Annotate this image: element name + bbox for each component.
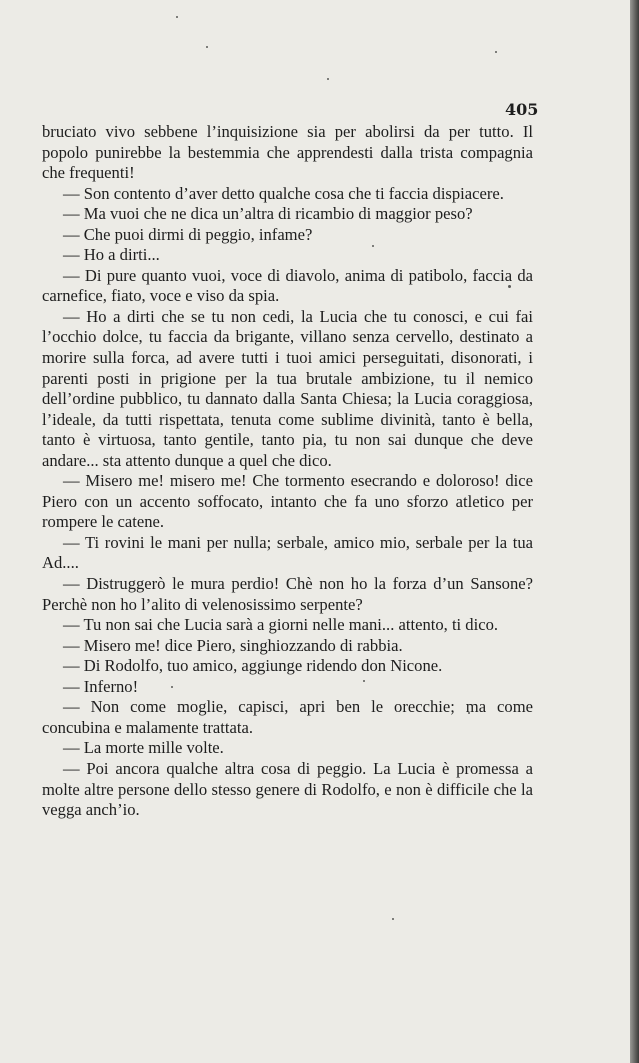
body-text — [42, 122, 533, 821]
paragraph: — Tu non sai che Lucia sarà a giorni nelle mani... attento, ti dico. — [63, 615, 499, 635]
paragraph: — Ho a dirti... — [63, 245, 160, 265]
paragraph: — Son contento d’aver detto qualche cosa che ti faccia dispiacere. — [63, 183, 504, 203]
paragraph: — Distruggerò le mura perdio! Chè non ho la forza d’un Sansone? Perchè non ho l’alito di velenosissimo serpente? — [42, 574, 533, 614]
paragraph: — Non come moglie, capisci, apri ben le orecchie; ma come concubina e malamente trattata. — [42, 697, 533, 737]
paragraph: — Inferno! — [63, 676, 139, 696]
paragraph: — Misero me! misero me! Che tormento esecrando e doloroso! dice Piero con un accento soffocato, intanto che fa uno sforzo atletico per rompere le catene. — [42, 471, 533, 532]
paragraph: bruciato vivo sebbene l’inquisizione sia per abolirsi da per tutto. Il popolo punirebbe la bestemmia che apprendesti dalla trista compagnia che frequenti! — [42, 122, 533, 183]
paragraph: — Di Rodolfo, tuo amico, aggiunge ridendo don Nicone. — [63, 656, 443, 676]
page-edge-shadow — [630, 0, 639, 1063]
paragraph: — Poi ancora qualche altra cosa di peggio. La Lucia è promessa a molte altre persone dello stesso genere di Rodolfo, e non è difficile che la vegga anch’io. — [42, 758, 533, 820]
paragraph: — Di pure quanto vuoi, voce di diavolo, anima di patibolo, faccia da carnefice, fiato, voce e viso da spia. — [42, 265, 533, 306]
paragraph: — Ma vuoi che ne dica un’altra di ricambio di maggior peso? — [63, 204, 473, 224]
paragraph: — Che puoi dirmi di peggio, infame? — [63, 224, 313, 244]
paragraph: — La morte mille volte. — [63, 738, 224, 758]
page-number: 405 — [505, 100, 539, 119]
paragraph: — Ti rovini le mani per nulla; serbale, amico mio, serbale per la tua Ad.... — [42, 532, 533, 573]
paragraph: — Ho a dirti che se tu non cedi, la Lucia che tu conosci, e cui fai l’occhio dolce, tu faccia da brigante, villano senza cervello, destinato a morire sulla forca, ad avere tutti i tuoi amici perseguitati, disonorati, i parenti posti in prigione per la tua brutale ambizione, tu il nemico dell’ordine pubblico, tu dannato dalla Santa Chiesa; la Lucia coraggiosa, l’ideale, da tutti rispettata, tenuta come sublime divinità, tanto è bella, tanto è virtuosa, tanto gentile, tanto pia, tu non sai dunque che deve andare... sta attento dunque a quel che dico. — [42, 306, 533, 470]
paragraph: — Misero me! dice Piero, singhiozzando di rabbia. — [63, 635, 403, 655]
